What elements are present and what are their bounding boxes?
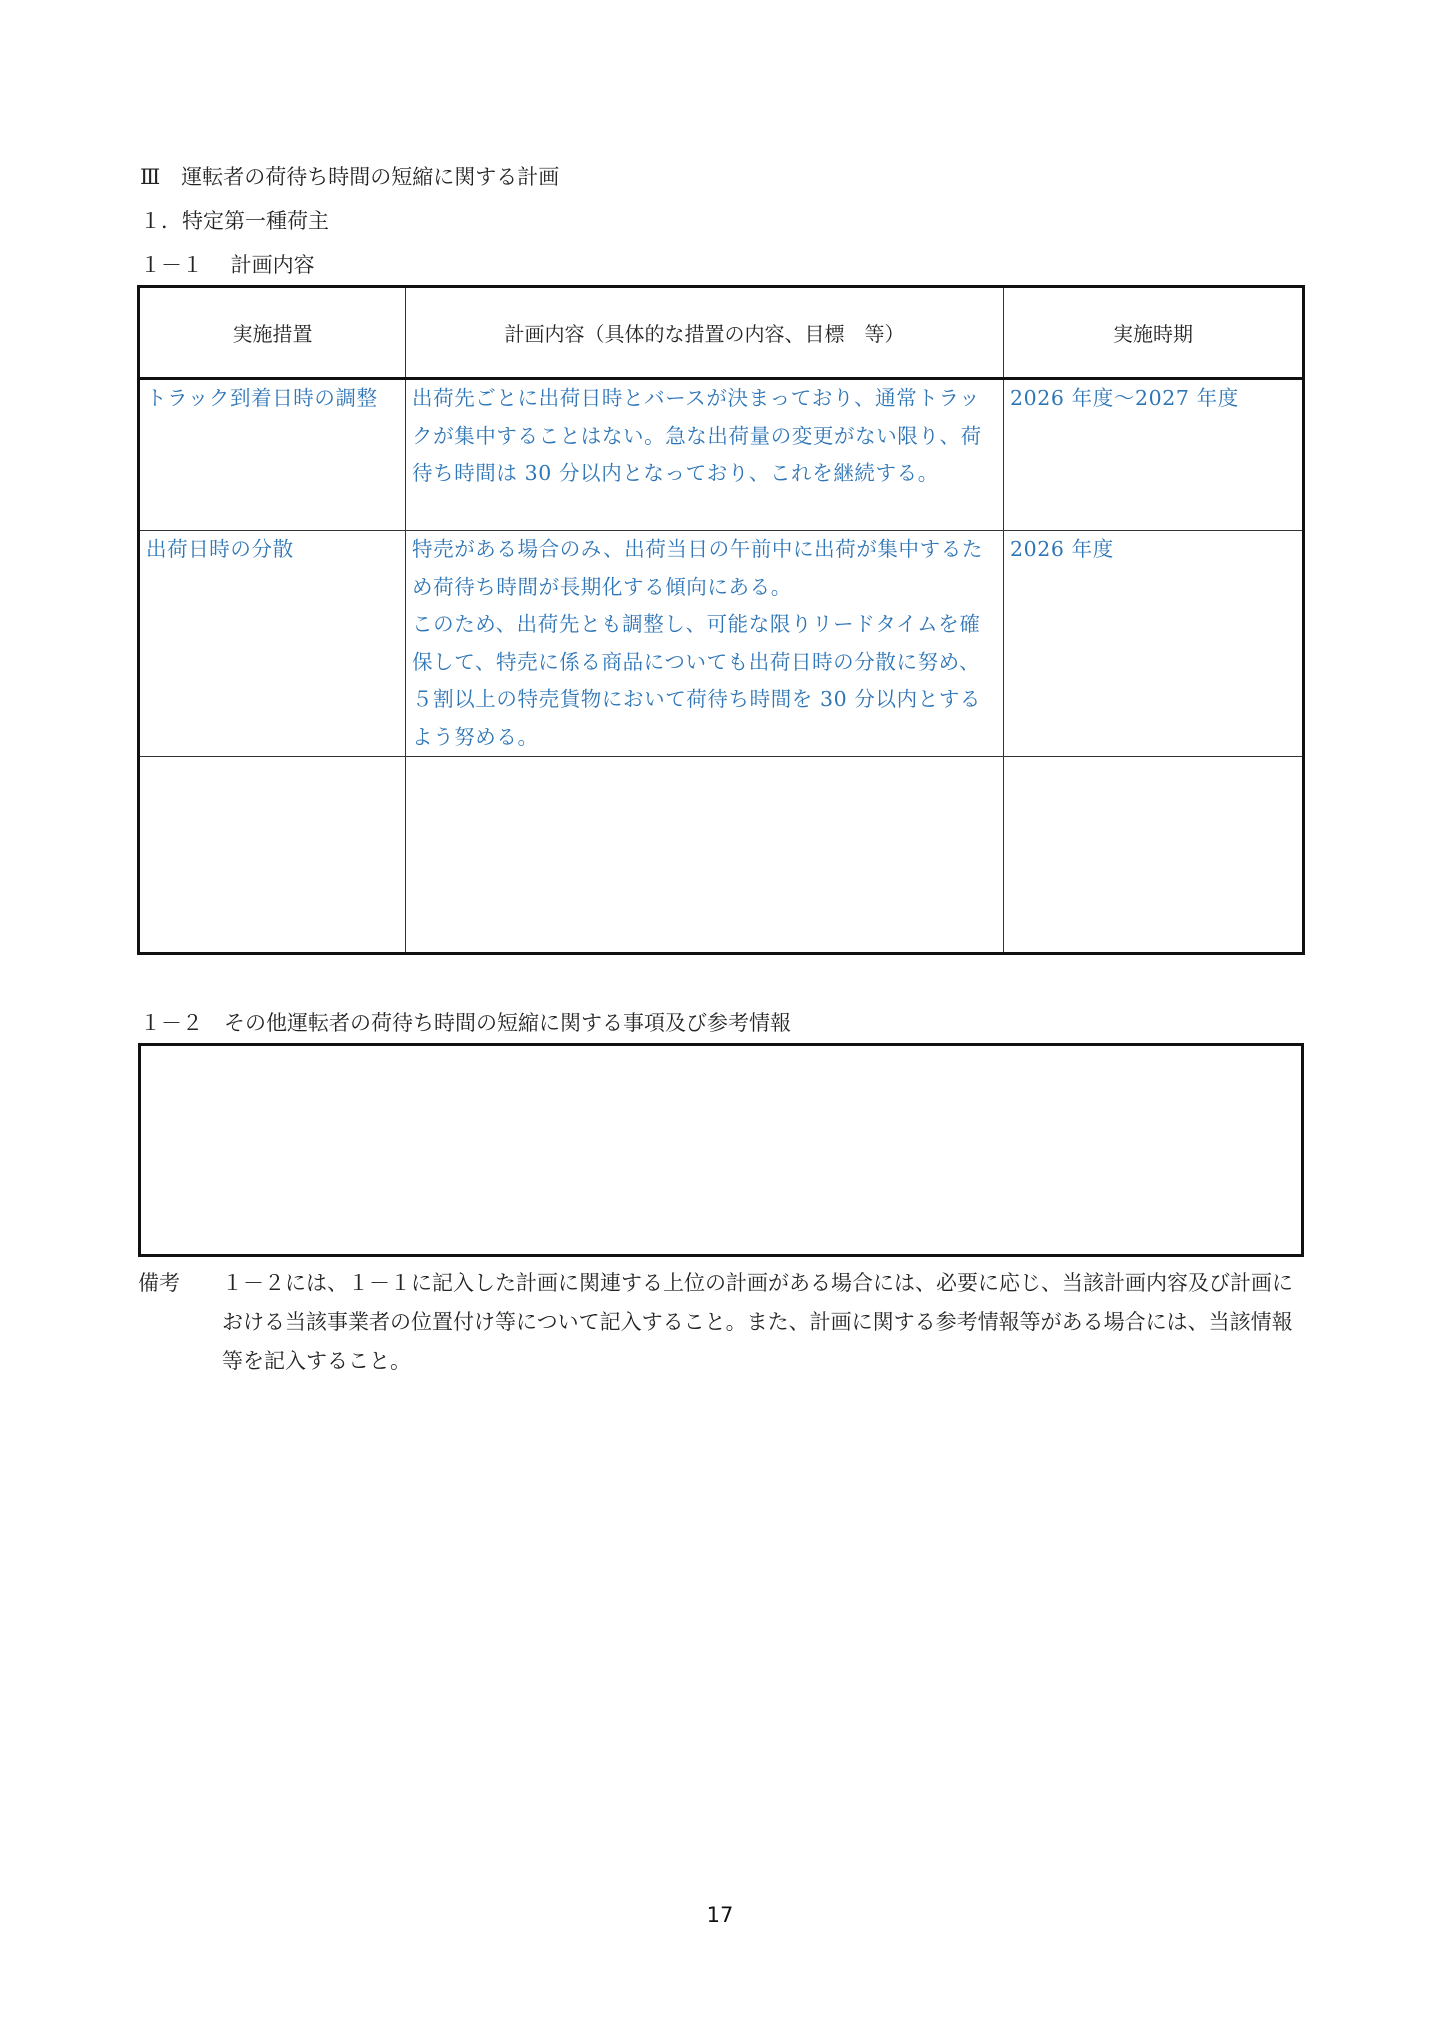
plan-table-header-row [139, 287, 1304, 379]
cell-period[interactable] [1004, 757, 1304, 954]
plan-table [137, 285, 1305, 955]
cell-measure[interactable]: トラック到着日時の調整 [139, 379, 406, 531]
table-row [139, 531, 1304, 757]
header-period: 実施時期 [1004, 287, 1304, 379]
other-info-box[interactable] [138, 1043, 1304, 1257]
cell-measure[interactable]: 出荷日時の分散 [139, 531, 406, 757]
header-measure: 実施措置 [139, 287, 406, 379]
cell-content[interactable]: 特売がある場合のみ、出荷当日の午前中に出荷が集中するため荷待ち時間が長期化する傾向にある。 このため、出荷先とも調整し、可能な限りリードタイムを確保して、特売に係る商品についても出荷日時の分散に努め、５割以上の特売貨物において荷待ち時間を 30 分以内とするよう努める。 [406, 531, 1004, 757]
subsection-heading: １．特定第一種荷主 [140, 209, 329, 233]
header-content: 計画内容（具体的な措置の内容、目標 等） [406, 287, 1004, 379]
remarks-text: １－２には、１－１に記入した計画に関連する上位の計画がある場合には、必要に応じ、当該計画内容及び計画における当該事業者の位置付け等について記入すること。また、計画に関する参考情報等がある場合には、当該情報等を記入すること。 [222, 1271, 1293, 1373]
cell-period[interactable]: 2026 年度 [1004, 531, 1304, 757]
plan-content-heading: １－１ 計画内容 [140, 253, 315, 277]
cell-period[interactable]: 2026 年度～2027 年度 [1004, 379, 1304, 531]
other-info-heading: １－２ その他運転者の荷待ち時間の短縮に関する事項及び参考情報 [140, 1011, 791, 1035]
remarks [138, 1264, 1313, 1381]
cell-measure[interactable] [139, 757, 406, 954]
table-row [139, 379, 1304, 531]
remarks-label: 備考 [138, 1271, 180, 1295]
page-number: 17 [706, 1903, 734, 1927]
section-heading: Ⅲ 運転者の荷待ち時間の短縮に関する計画 [140, 165, 560, 189]
cell-content[interactable] [406, 757, 1004, 954]
cell-content[interactable]: 出荷先ごとに出荷日時とバースが決まっており、通常トラックが集中することはない。急な出荷量の変更がない限り、荷待ち時間は 30 分以内となっており、これを継続する。 [406, 379, 1004, 531]
table-row [139, 757, 1304, 954]
